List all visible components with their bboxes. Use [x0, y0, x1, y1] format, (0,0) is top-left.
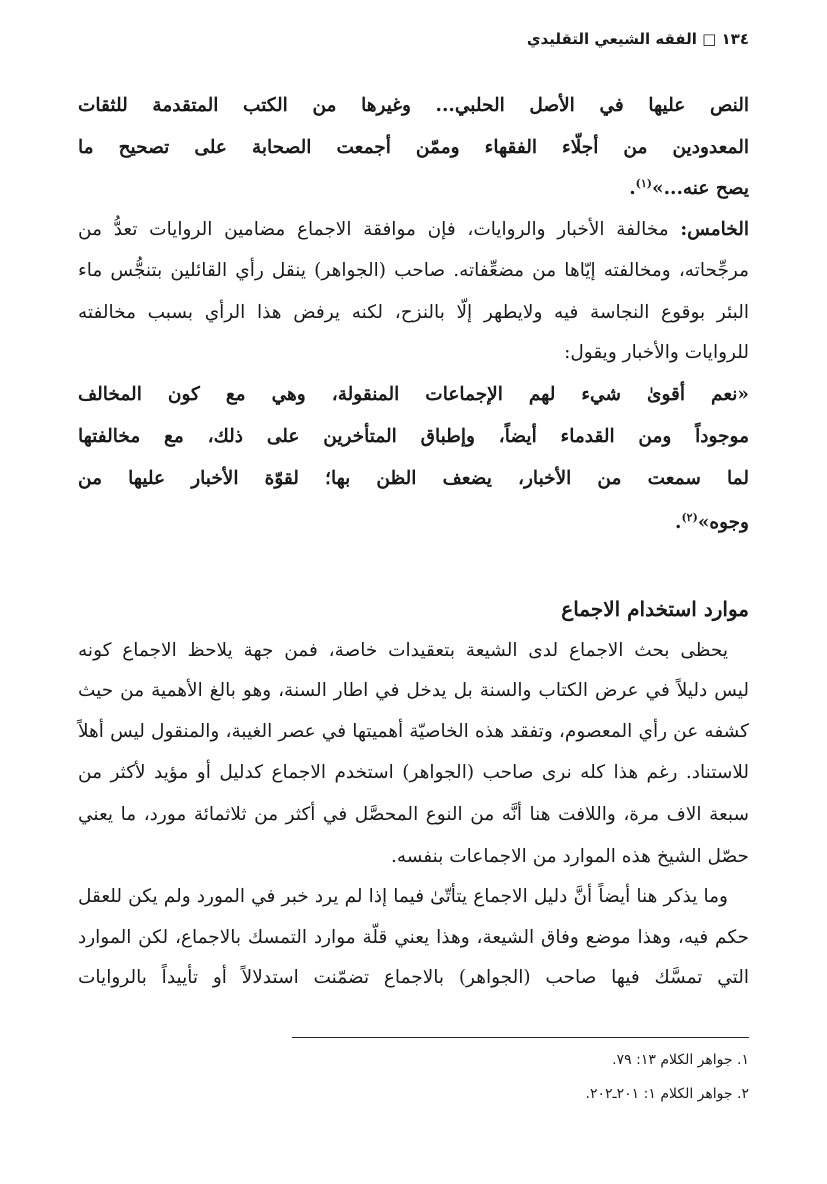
quote2-line-1: «نعم أقوىٰ شيء لهم الإجماعات المنقولة، وهي مع كون المخالف	[78, 384, 749, 405]
footnote-rule	[292, 1037, 749, 1038]
para2-line-3: التي تمسَّك فيها صاحب (الجواهر) بالاجماع تضمّنت استدلالاً أو تأييداً بالروايات	[78, 967, 749, 988]
fifth-line-1-text: مخالفة الأخبار والروايات، فإن موافقة الاجماع مضامين الروايات تعدُّ من	[78, 219, 669, 240]
fifth-line-3: البئر بوقوع النجاسة فيه ولايطهر إلّا بالنزح، لكنه يرفض هذا الرأي بسبب مخالفته	[78, 302, 749, 323]
running-header	[527, 30, 749, 48]
fifth-label: الخامس:	[680, 219, 749, 240]
para2-line-2: حكم فيه، وهذا موضع وفاق الشيعة، وهذا يعني قلّة موارد التمسك بالاجماع، لكن الموارد	[78, 927, 749, 948]
quote1-line-3: يصح عنه...»$^{(١)}$.	[629, 177, 749, 200]
footnote-ref-1: (١)	[635, 177, 652, 190]
footnote-ref-2: (٢)	[681, 511, 698, 524]
para1-line-2: ليس دليلاً في عرض الكتاب والسنة بل يدخل في اطار السنة، وهو بالغ الأهمية من حيث	[78, 680, 749, 701]
page-number: ١٣٤	[721, 30, 749, 48]
header-separator: □	[702, 30, 717, 48]
quote2-line-4: وجوه»$^{(٢)}$.	[675, 511, 749, 534]
quote2-line-2: موجوداً ومن القدماء أيضاً، وإطباق المتأخرين على ذلك، مع مخالفتها	[78, 426, 749, 447]
para1-line-6: حصّل الشيخ هذه الموارد من الاجماعات بنفسه.	[390, 846, 749, 867]
quote1-line-1: النص عليها في الأصل الحلبي... وغيرها من الكتب المتقدمة للثقات	[78, 95, 749, 116]
fifth-line-4: للروايات والأخبار ويقول:	[564, 342, 749, 363]
fifth-line-2: مرجِّحاته، ومخالفته إيّاها من مضعِّفاته. صاحب (الجواهر) ينقل رأي القائلين بتنجُّس ماء	[78, 260, 749, 281]
footnote-2: ٢. جواهر الكلام ١: ٢٠١ـ٢٠٢.	[585, 1086, 749, 1102]
para2-line-1: وما يذكر هنا أيضاً أنَّ دليل الاجماع يتأتّىٰ فيما إذا لم يرد خبر في المورد ولم يكن للعقل	[78, 886, 728, 907]
para1-line-1: يحظى بحث الاجماع لدى الشيعة بتعقيدات خاصة، فمن جهة يلاحظ الاجماع كونه	[78, 640, 728, 661]
quote2-line-4-text: وجوه»	[697, 512, 749, 534]
section-heading: موارد استخدام الاجماع	[561, 597, 749, 621]
quote1-line-3-text: يصح عنه...»	[652, 178, 749, 200]
para1-line-3: كشفه عن رأي المعصوم، وتفقد هذه الخاصيّة أهميتها في عصر الغيبة، والمنقول ليس أهلاً	[78, 721, 749, 742]
quote2-line-3: لما سمعت من الأخبار، يضعف الظن بها؛ لقوّة الأخبار عليها من	[78, 468, 749, 489]
fifth-line-1	[78, 221, 749, 240]
para1-line-4: للاستناد. رغم هذا كله نرى صاحب (الجواهر) استخدم الاجماع كدليل أو مؤيد لأكثر من	[78, 762, 749, 783]
footnote-1: ١. جواهر الكلام ١٣: ٧٩.	[612, 1052, 749, 1068]
running-title: الفقه الشيعي التقليدي	[526, 30, 697, 48]
quote1-line-2: المعدودين من أجلّاء الفقهاء وممّن أجمعت الصحابة على تصحيح ما	[78, 137, 749, 158]
para1-line-5: سبعة الاف مرة، واللافت هنا أنَّه من النوع المحصَّل في أكثر من ثلاثمائة مورد، ما يعني	[78, 804, 749, 825]
